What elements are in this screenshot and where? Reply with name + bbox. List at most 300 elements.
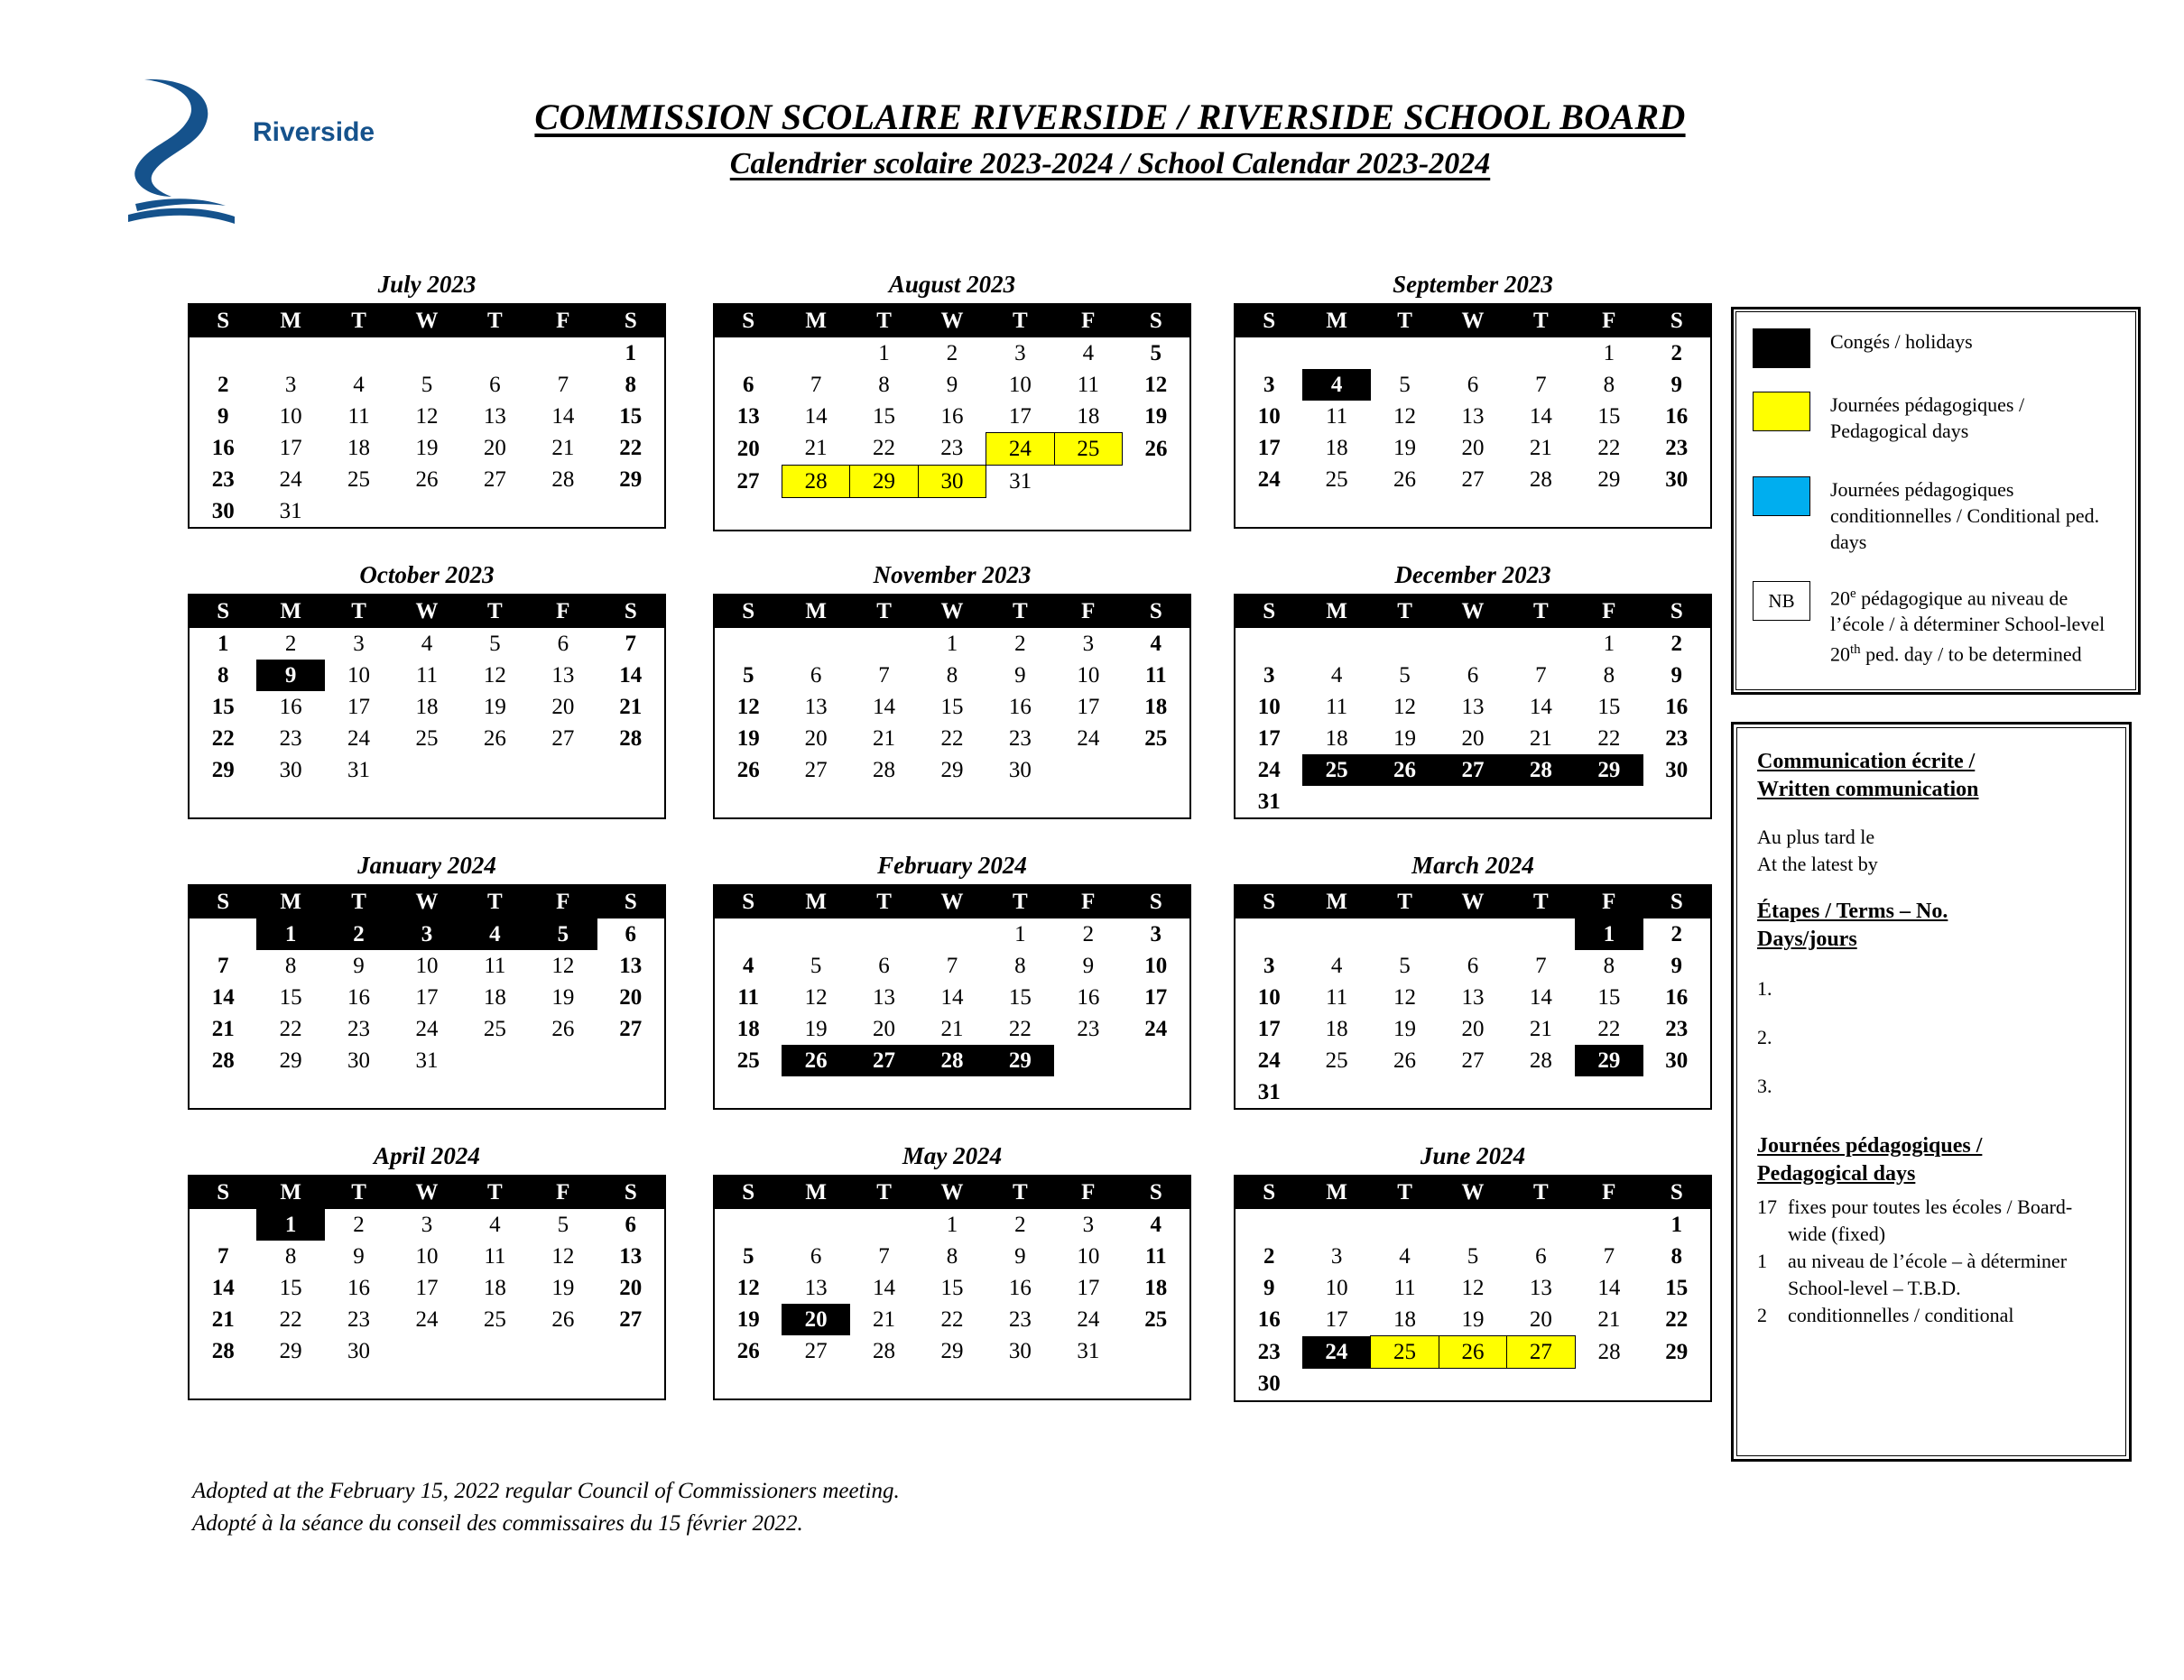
legend-swatch-black (1753, 328, 1810, 368)
day-cell: 27 (804, 1338, 828, 1363)
empty-cell (1507, 495, 1575, 528)
calendar-grid (0, 271, 1733, 1433)
day-cell: 20 (1529, 1306, 1552, 1332)
day-cell: 17 (1257, 435, 1281, 460)
day-cell: 1 (878, 340, 890, 365)
week-row (189, 401, 665, 432)
day-cell: 18 (736, 1016, 760, 1041)
communication-box (1731, 722, 2132, 1462)
day-cell: 8 (1670, 1243, 1683, 1269)
empty-cell (1507, 918, 1575, 950)
day-cell: 12 (736, 694, 760, 719)
empty-cell (986, 1076, 1054, 1109)
day-cell: 5 (529, 918, 597, 950)
day-cell: 7 (810, 372, 822, 397)
week-row (189, 1209, 665, 1241)
empty-cell (1371, 628, 1439, 660)
legend-box (1731, 307, 2141, 695)
legend-swatch-nb: NB (1753, 581, 1810, 621)
day-cell: 24 (1257, 757, 1281, 782)
day-cell: 11 (1326, 694, 1348, 719)
empty-cell (325, 786, 393, 818)
day-cell: 27 (619, 1016, 643, 1041)
week-row (1235, 691, 1711, 723)
day-cell: 24 (1144, 1016, 1168, 1041)
weekday-header: W (1439, 304, 1506, 337)
day-cell: 13 (1529, 1275, 1552, 1300)
empty-cell (714, 498, 782, 531)
empty-cell (529, 786, 597, 818)
day-cell: 15 (1597, 403, 1621, 429)
week-row (1235, 982, 1711, 1013)
day-cell: 10 (1257, 694, 1281, 719)
day-cell: 26 (551, 1306, 575, 1332)
ped-days-heading-line2: Pedagogical days (1757, 1162, 1916, 1186)
week-row (1235, 660, 1711, 691)
day-cell: 10 (1144, 953, 1168, 978)
ped-days-item (1757, 1248, 2107, 1302)
week-row (1235, 1013, 1711, 1045)
empty-cell (393, 786, 460, 818)
day-cell: 26 (1393, 466, 1417, 492)
empty-cell (1371, 1209, 1439, 1241)
weekday-header: W (1439, 1176, 1506, 1209)
day-cell: 24 (415, 1306, 439, 1332)
day-cell: 26 (1393, 1048, 1417, 1073)
legend-label: Journées pédagogiques / Pedagogical days (1830, 393, 2025, 442)
empty-cell (1575, 1076, 1643, 1109)
day-cell: 1 (625, 340, 637, 365)
day-cell: 2 (353, 1212, 365, 1237)
empty-cell (1507, 1209, 1575, 1241)
month-block (1234, 561, 1712, 819)
day-cell: 3 (284, 372, 297, 397)
empty-cell (850, 1076, 918, 1109)
empty-cell (1123, 1076, 1190, 1109)
day-cell: 9 (217, 403, 229, 429)
empty-cell (461, 495, 529, 528)
day-cell: 9 (1670, 372, 1683, 397)
day-cell: 15 (279, 1275, 302, 1300)
empty-cell (597, 786, 665, 818)
day-cell: 9 (353, 1243, 365, 1269)
month-block (188, 271, 666, 529)
weekday-header: S (1643, 304, 1711, 337)
day-cell: 2 (1670, 631, 1683, 656)
day-cell: 4 (1399, 1243, 1411, 1269)
day-cell: 13 (619, 953, 643, 978)
day-cell: 8 (217, 662, 229, 688)
empty-cell (393, 495, 460, 528)
day-cell: 8 (1603, 372, 1615, 397)
empty-cell (1123, 1045, 1190, 1076)
day-cell: 2 (217, 372, 229, 397)
day-cell: 17 (1077, 694, 1100, 719)
ped-days-item-text: fixes pour toutes les écoles / Board-wide (fixed) (1788, 1195, 2073, 1245)
empty-cell (1439, 918, 1506, 950)
term-item-3: 3. (1757, 1075, 1772, 1097)
day-cell: 2 (325, 918, 393, 950)
empty-cell (1123, 754, 1190, 786)
day-cell: 9 (1670, 662, 1683, 688)
day-cell: 30 (1665, 1048, 1689, 1073)
empty-cell (325, 495, 393, 528)
calendar-row (0, 561, 1733, 852)
day-cell: 4 (1302, 369, 1370, 401)
empty-cell (1123, 498, 1190, 531)
month-title: October 2023 (359, 561, 495, 588)
empty-cell (1302, 628, 1370, 660)
day-cell: 29 (211, 757, 235, 782)
day-cell: 20 (619, 1275, 643, 1300)
day-cell: 25 (483, 1016, 506, 1041)
day-cell: 8 (946, 1243, 958, 1269)
weekday-header: W (918, 304, 986, 337)
day-cell: 17 (1257, 725, 1281, 751)
day-cell: 5 (1399, 662, 1411, 688)
week-row (189, 1272, 665, 1304)
day-cell: 19 (483, 694, 506, 719)
day-cell: 5 (742, 1243, 754, 1269)
empty-cell (1507, 1076, 1575, 1109)
day-cell: 6 (742, 372, 754, 397)
empty-cell (1054, 1045, 1122, 1076)
day-cell: 11 (1144, 662, 1167, 688)
empty-cell (918, 918, 986, 950)
weekday-header: F (1054, 595, 1122, 628)
empty-cell (1054, 498, 1122, 531)
day-cell: 29 (619, 466, 643, 492)
weekday-header: S (714, 595, 782, 628)
day-cell: 12 (1393, 403, 1417, 429)
day-cell: 9 (946, 372, 958, 397)
weekday-header: T (1371, 595, 1439, 628)
day-cell: 29 (1665, 1339, 1689, 1364)
ped-days-heading-line1: Journées pédagogiques / (1757, 1134, 1983, 1158)
day-cell: 2 (1670, 340, 1683, 365)
day-cell: 14 (873, 1275, 896, 1300)
week-row (189, 786, 665, 818)
day-cell: 28 (873, 757, 896, 782)
day-cell: 29 (940, 1338, 964, 1363)
adoption-note (192, 1475, 900, 1540)
day-cell: 13 (873, 984, 896, 1010)
ped-days-item-count: 2 (1757, 1304, 1767, 1326)
weekday-header: T (986, 885, 1054, 918)
week-row (189, 369, 665, 401)
empty-cell (1371, 918, 1439, 950)
day-cell: 17 (415, 1275, 439, 1300)
week-row (1235, 369, 1711, 401)
month-title: July 2023 (377, 271, 477, 298)
day-cell: 20 (619, 984, 643, 1010)
day-cell: 16 (347, 1275, 371, 1300)
day-cell: 4 (1330, 953, 1343, 978)
month-block (188, 852, 666, 1110)
day-cell: 26 (415, 466, 439, 492)
month-title: September 2023 (1393, 271, 1553, 298)
calendar-row (0, 1142, 1733, 1433)
day-cell: 27 (850, 1045, 918, 1076)
weekday-header: W (918, 1176, 986, 1209)
day-cell: 16 (279, 694, 302, 719)
day-cell: 7 (1603, 1243, 1615, 1269)
day-cell: 26 (1371, 754, 1439, 786)
day-cell: 16 (1077, 984, 1100, 1010)
empty-cell (529, 1367, 597, 1399)
week-row (189, 628, 665, 660)
weekday-header: S (1643, 595, 1711, 628)
day-cell: 5 (1399, 372, 1411, 397)
day-cell: 25 (1371, 1336, 1439, 1369)
empty-cell (782, 1209, 849, 1241)
week-row (714, 691, 1190, 723)
empty-cell (461, 1076, 529, 1109)
week-row (1235, 786, 1711, 818)
day-cell: 31 (1009, 468, 1032, 494)
ped-days-item-count: 1 (1757, 1250, 1767, 1272)
week-row (714, 754, 1190, 786)
day-cell: 6 (810, 662, 822, 688)
day-cell: 10 (279, 403, 302, 429)
day-cell: 20 (1461, 435, 1485, 460)
day-cell: 20 (873, 1016, 896, 1041)
month-table (713, 594, 1191, 819)
empty-cell (256, 337, 324, 369)
day-cell: 12 (551, 1243, 575, 1269)
week-row (1235, 628, 1711, 660)
day-cell: 28 (551, 466, 575, 492)
day-cell: 3 (1330, 1243, 1343, 1269)
empty-cell (189, 1209, 256, 1241)
day-cell: 8 (1603, 953, 1615, 978)
day-cell: 18 (483, 1275, 506, 1300)
week-row (1235, 754, 1711, 786)
weekday-header: M (782, 885, 849, 918)
day-cell: 13 (1461, 694, 1485, 719)
month-block (713, 271, 1191, 531)
day-cell: 24 (1257, 1048, 1281, 1073)
empty-cell (1507, 786, 1575, 818)
empty-cell (714, 628, 782, 660)
weekday-header: S (1235, 1176, 1302, 1209)
ped-days-item-count: 17 (1757, 1195, 1777, 1218)
day-cell: 22 (1665, 1306, 1689, 1332)
month-title: April 2024 (374, 1142, 480, 1169)
day-cell: 21 (1529, 1016, 1552, 1041)
day-cell: 3 (1014, 340, 1026, 365)
day-cell: 15 (1597, 694, 1621, 719)
day-cell: 25 (1325, 1048, 1348, 1073)
weekday-header: W (393, 304, 460, 337)
legend-label: 20e pédagogique au niveau de l’école / à déterminer School-level 20th ped. day / to be determined (1830, 586, 2105, 666)
day-cell: 30 (279, 757, 302, 782)
weekday-header: S (597, 595, 665, 628)
month-title: August 2023 (888, 271, 1016, 298)
day-cell: 14 (1529, 694, 1552, 719)
weekday-header: W (918, 595, 986, 628)
month-title: May 2024 (902, 1142, 1003, 1169)
day-cell: 28 (1507, 754, 1575, 786)
day-cell: 1 (1014, 921, 1026, 946)
day-cell: 22 (279, 1016, 302, 1041)
week-row (189, 337, 665, 369)
weekday-header: F (1575, 304, 1643, 337)
empty-cell (1235, 918, 1302, 950)
day-cell: 18 (1325, 1016, 1348, 1041)
weekday-header: T (986, 595, 1054, 628)
weekday-header: M (256, 595, 324, 628)
weekday-header: T (325, 1176, 393, 1209)
day-cell: 3 (353, 631, 365, 656)
day-cell: 16 (1665, 694, 1689, 719)
day-cell: 10 (1077, 1243, 1100, 1269)
weekday-header: M (1302, 595, 1370, 628)
weekday-header: M (1302, 885, 1370, 918)
day-cell: 9 (256, 660, 324, 691)
empty-cell (782, 498, 849, 531)
week-row (714, 1013, 1190, 1045)
week-row (714, 660, 1190, 691)
empty-cell (850, 498, 918, 531)
day-cell: 1 (256, 1209, 324, 1241)
logo-wordmark: Riverside (253, 117, 375, 147)
week-row (189, 660, 665, 691)
day-cell: 14 (619, 662, 643, 688)
day-cell: 2 (946, 340, 958, 365)
empty-cell (918, 1367, 986, 1399)
day-cell: 2 (1082, 921, 1095, 946)
day-cell: 6 (1467, 662, 1479, 688)
empty-cell (529, 495, 597, 528)
day-cell: 12 (1461, 1275, 1485, 1300)
day-cell: 15 (940, 1275, 964, 1300)
legend-item (1753, 476, 2114, 555)
day-cell: 4 (421, 631, 433, 656)
weekday-header: T (850, 595, 918, 628)
empty-cell (256, 1367, 324, 1399)
week-row (1235, 1045, 1711, 1076)
calendar-row (0, 271, 1733, 561)
day-cell: 26 (551, 1016, 575, 1041)
week-row (714, 1045, 1190, 1076)
week-row (714, 950, 1190, 982)
empty-cell (189, 1076, 256, 1109)
week-row (714, 498, 1190, 531)
day-cell: 10 (1257, 984, 1281, 1010)
day-cell: 7 (217, 1243, 229, 1269)
week-row (714, 1076, 1190, 1109)
day-cell: 15 (1008, 984, 1032, 1010)
month-table (1234, 303, 1712, 529)
day-cell: 17 (1325, 1306, 1348, 1332)
weekday-header: T (1371, 1176, 1439, 1209)
empty-cell (461, 1335, 529, 1367)
weekday-header: S (714, 885, 782, 918)
empty-cell (850, 1209, 918, 1241)
day-cell: 2 (1263, 1243, 1275, 1269)
riverside-logo-icon (117, 61, 379, 233)
day-cell: 19 (804, 1016, 828, 1041)
day-cell: 8 (946, 662, 958, 688)
day-cell: 15 (211, 694, 235, 719)
weekday-header: W (1439, 595, 1506, 628)
day-cell: 1 (1575, 918, 1643, 950)
day-cell: 5 (421, 372, 433, 397)
empty-cell (325, 337, 393, 369)
empty-cell (597, 1367, 665, 1399)
empty-cell (782, 337, 849, 369)
weekday-header: T (850, 885, 918, 918)
day-cell: 4 (742, 953, 754, 978)
empty-cell (714, 337, 782, 369)
day-cell: 19 (415, 435, 439, 460)
week-row (1235, 495, 1711, 528)
day-cell: 15 (619, 403, 643, 429)
month-table (188, 884, 666, 1110)
day-cell: 30 (211, 498, 235, 523)
week-row (189, 1241, 665, 1272)
day-cell: 14 (940, 984, 964, 1010)
day-cell: 3 (1150, 921, 1162, 946)
day-cell: 20 (1461, 1016, 1485, 1041)
day-cell: 31 (279, 498, 302, 523)
day-cell: 26 (483, 725, 506, 751)
day-cell: 13 (483, 403, 506, 429)
weekday-header: S (189, 1176, 256, 1209)
empty-cell (529, 1045, 597, 1076)
empty-cell (1439, 337, 1506, 369)
day-cell: 4 (353, 372, 365, 397)
day-cell: 28 (873, 1338, 896, 1363)
day-cell: 17 (1008, 403, 1032, 429)
terms-heading-line2: Days/jours (1757, 928, 1857, 951)
day-cell: 18 (1144, 694, 1168, 719)
empty-cell (597, 1335, 665, 1367)
day-cell: 18 (347, 435, 371, 460)
empty-cell (1054, 466, 1122, 498)
day-cell: 4 (461, 918, 529, 950)
week-row (714, 786, 1190, 818)
empty-cell (461, 1045, 529, 1076)
day-cell: 19 (736, 1306, 760, 1332)
weekday-header: S (1123, 304, 1190, 337)
day-cell: 4 (489, 1212, 501, 1237)
day-cell: 11 (737, 984, 760, 1010)
weekday-header: F (1054, 304, 1122, 337)
day-cell: 20 (782, 1304, 849, 1335)
day-cell: 30 (1665, 466, 1689, 492)
day-cell: 29 (986, 1045, 1054, 1076)
day-cell: 1 (217, 631, 229, 656)
week-row (1235, 918, 1711, 950)
day-cell: 15 (279, 984, 302, 1010)
day-cell: 30 (347, 1048, 371, 1073)
day-cell: 9 (1263, 1275, 1275, 1300)
day-cell: 3 (1082, 1212, 1095, 1237)
day-cell: 16 (1008, 1275, 1032, 1300)
empty-cell (1054, 754, 1122, 786)
empty-cell (1123, 786, 1190, 818)
empty-cell (782, 628, 849, 660)
day-cell: 27 (736, 468, 760, 494)
empty-cell (529, 1335, 597, 1367)
weekday-header: S (1235, 595, 1302, 628)
empty-cell (597, 754, 665, 786)
empty-cell (189, 918, 256, 950)
weekday-header: F (1575, 595, 1643, 628)
week-row (1235, 337, 1711, 369)
